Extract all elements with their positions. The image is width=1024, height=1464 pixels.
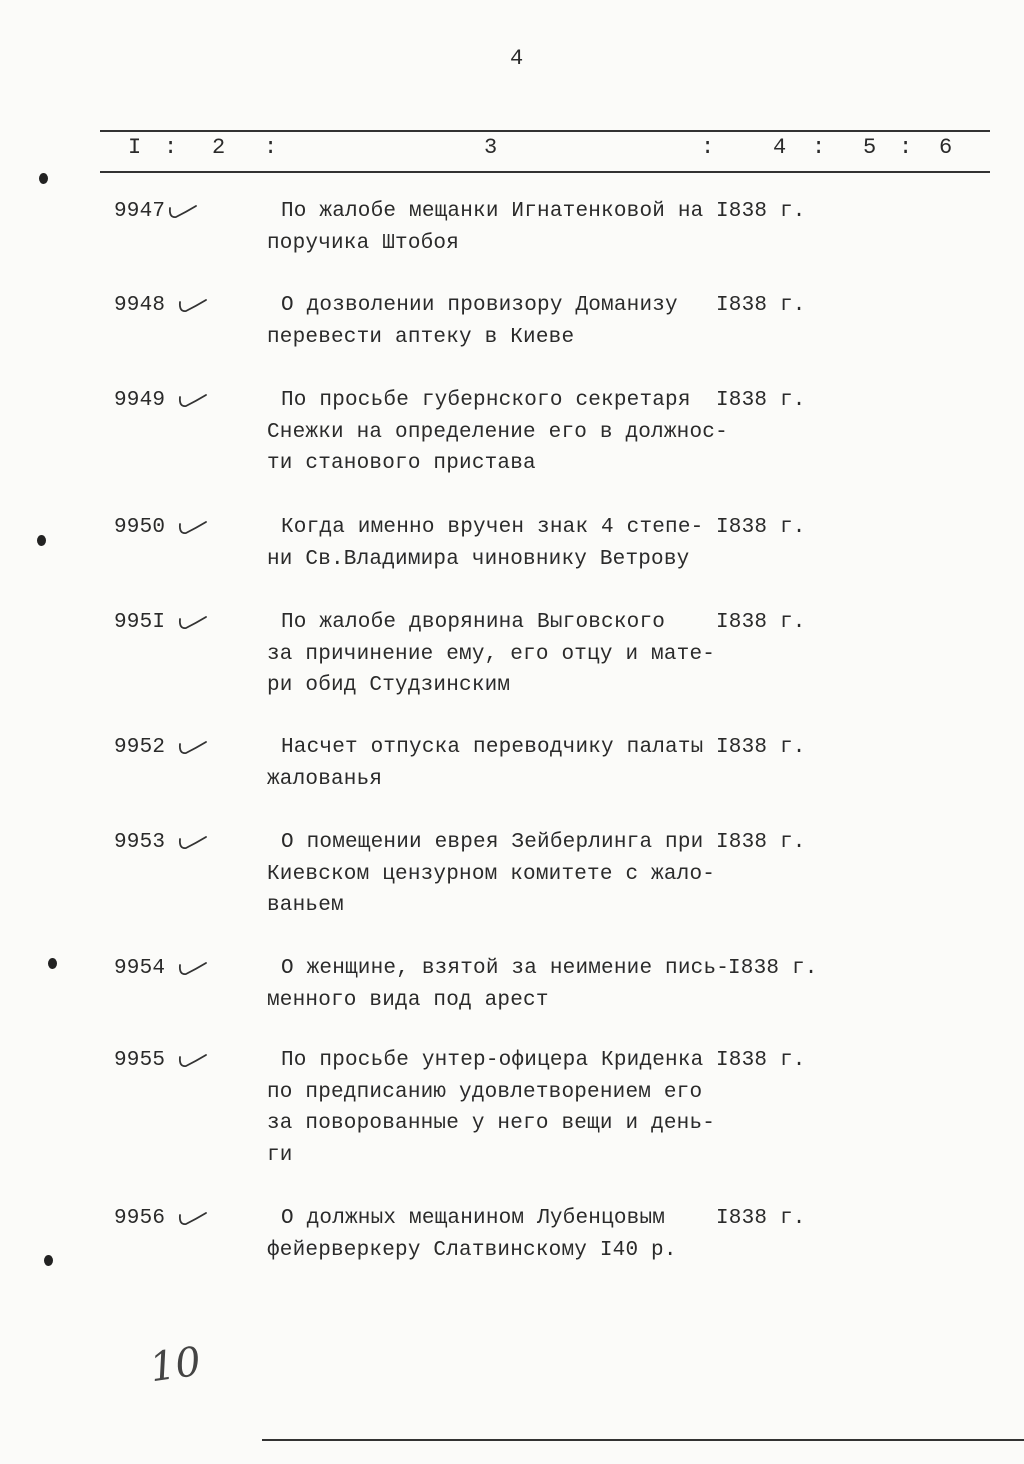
entry-title-line: О дозволении провизору Доманизу xyxy=(281,294,678,317)
handwritten-check-icon xyxy=(166,200,200,224)
entry-year: I838 г. xyxy=(716,294,806,317)
handwritten-check-icon xyxy=(176,389,210,413)
entry-title-line: за поворованные у него вещи и день- xyxy=(267,1112,716,1135)
handwritten-check-icon xyxy=(176,736,210,760)
page-number: 4 xyxy=(510,46,524,71)
entry-title-line: ти станового пристава xyxy=(267,452,536,475)
handwritten-check-icon xyxy=(176,1207,210,1231)
entry-title-line: Насчет отпуска переводчику палаты xyxy=(281,736,704,759)
entry-year: I838 г. xyxy=(716,389,806,412)
handwritten-check-icon xyxy=(176,611,210,635)
entry-title-line: По просьбе губернского секретаря xyxy=(281,389,691,412)
column-separator: : xyxy=(264,135,278,160)
entry-year: I838 г. xyxy=(716,831,806,854)
column-separator: : xyxy=(899,135,913,160)
entry-title-line: По жалобе дворянина Выговского xyxy=(281,611,666,634)
column-separator: : xyxy=(164,135,178,160)
entry-title-line: ри обид Студзинским xyxy=(267,674,511,697)
entry-title-line: фейерверкеру Слатвинскому I40 р. xyxy=(267,1238,677,1262)
entry-title-line: ги xyxy=(267,1143,293,1167)
entry-title-line: ни Св.Владимира чиновнику Ветрову xyxy=(267,547,690,571)
entry-title-line: за причинение ему, его отцу и мате- xyxy=(267,642,716,666)
entry-year: I838 г. xyxy=(716,516,806,539)
entry-title-line: О помещении еврея Зейберлинга при xyxy=(281,831,704,854)
entry-number: 9954 xyxy=(114,957,166,980)
entry-title-line: О женщине, взятой за неимение пись- xyxy=(281,957,730,980)
header-top-rule xyxy=(100,130,990,132)
handwritten-check-icon xyxy=(176,831,210,855)
entry-title-line: жалованья xyxy=(267,767,383,791)
entry-title-line: Снежки на определение его в должнос- xyxy=(267,420,728,444)
entry-number: 9953 xyxy=(114,831,166,854)
binder-hole-mark xyxy=(48,958,57,969)
entry-year: I838 г. xyxy=(728,957,818,980)
column-header-2: 2 xyxy=(212,135,226,160)
entry-title-line: По просьбе унтер-офицера Криденка xyxy=(281,1049,704,1072)
bottom-rule xyxy=(262,1439,1024,1441)
column-separator: : xyxy=(812,135,826,160)
entry-year: I838 г. xyxy=(716,611,806,634)
handwritten-check-icon xyxy=(176,294,210,318)
handwritten-check-icon xyxy=(176,957,210,981)
entry-number: 9947 xyxy=(114,200,166,223)
entry-number: 9949 xyxy=(114,389,166,412)
entry-title-line: менного вида под арест xyxy=(267,988,549,1012)
entry-number: 9948 xyxy=(114,294,166,317)
binder-hole-mark xyxy=(37,535,46,546)
entry-title-line: перевести аптеку в Киеве xyxy=(267,325,575,349)
entry-title-line: Когда именно вручен знак 4 степе- xyxy=(281,516,704,539)
entry-year: I838 г. xyxy=(716,200,806,223)
binder-hole-mark xyxy=(39,173,48,184)
entry-title-line: О должных мещанином Лубенцовым xyxy=(281,1207,666,1230)
entry-title-line: По жалобе мещанки Игнатенковой на xyxy=(281,200,704,223)
entry-year: I838 г. xyxy=(716,1049,806,1072)
entry-number: 9952 xyxy=(114,736,166,759)
column-header-3: 3 xyxy=(484,135,498,160)
binder-hole-mark xyxy=(44,1255,53,1266)
handwritten-check-icon xyxy=(176,516,210,540)
entry-number: 995I xyxy=(114,611,166,634)
column-separator: : xyxy=(701,135,715,160)
entry-title-line: по предписанию удовлетворением его xyxy=(267,1080,703,1104)
column-header-1: I xyxy=(128,135,142,160)
column-header-5: 5 xyxy=(863,135,877,160)
entry-year: I838 г. xyxy=(716,736,806,759)
entry-number: 9955 xyxy=(114,1049,166,1072)
handwritten-folio-number: 10 xyxy=(147,1338,204,1392)
entry-title-line: Киевском цензурном комитете с жало- xyxy=(267,862,716,886)
entry-number: 9950 xyxy=(114,516,166,539)
header-bottom-rule xyxy=(100,171,990,173)
entry-year: I838 г. xyxy=(716,1207,806,1230)
column-header-4: 4 xyxy=(773,135,787,160)
entry-title-line: поручика Штобоя xyxy=(267,231,460,255)
entry-title-line: ваньем xyxy=(267,894,344,917)
entry-number: 9956 xyxy=(114,1207,166,1230)
column-header-6: 6 xyxy=(939,135,953,160)
handwritten-check-icon xyxy=(176,1049,210,1073)
